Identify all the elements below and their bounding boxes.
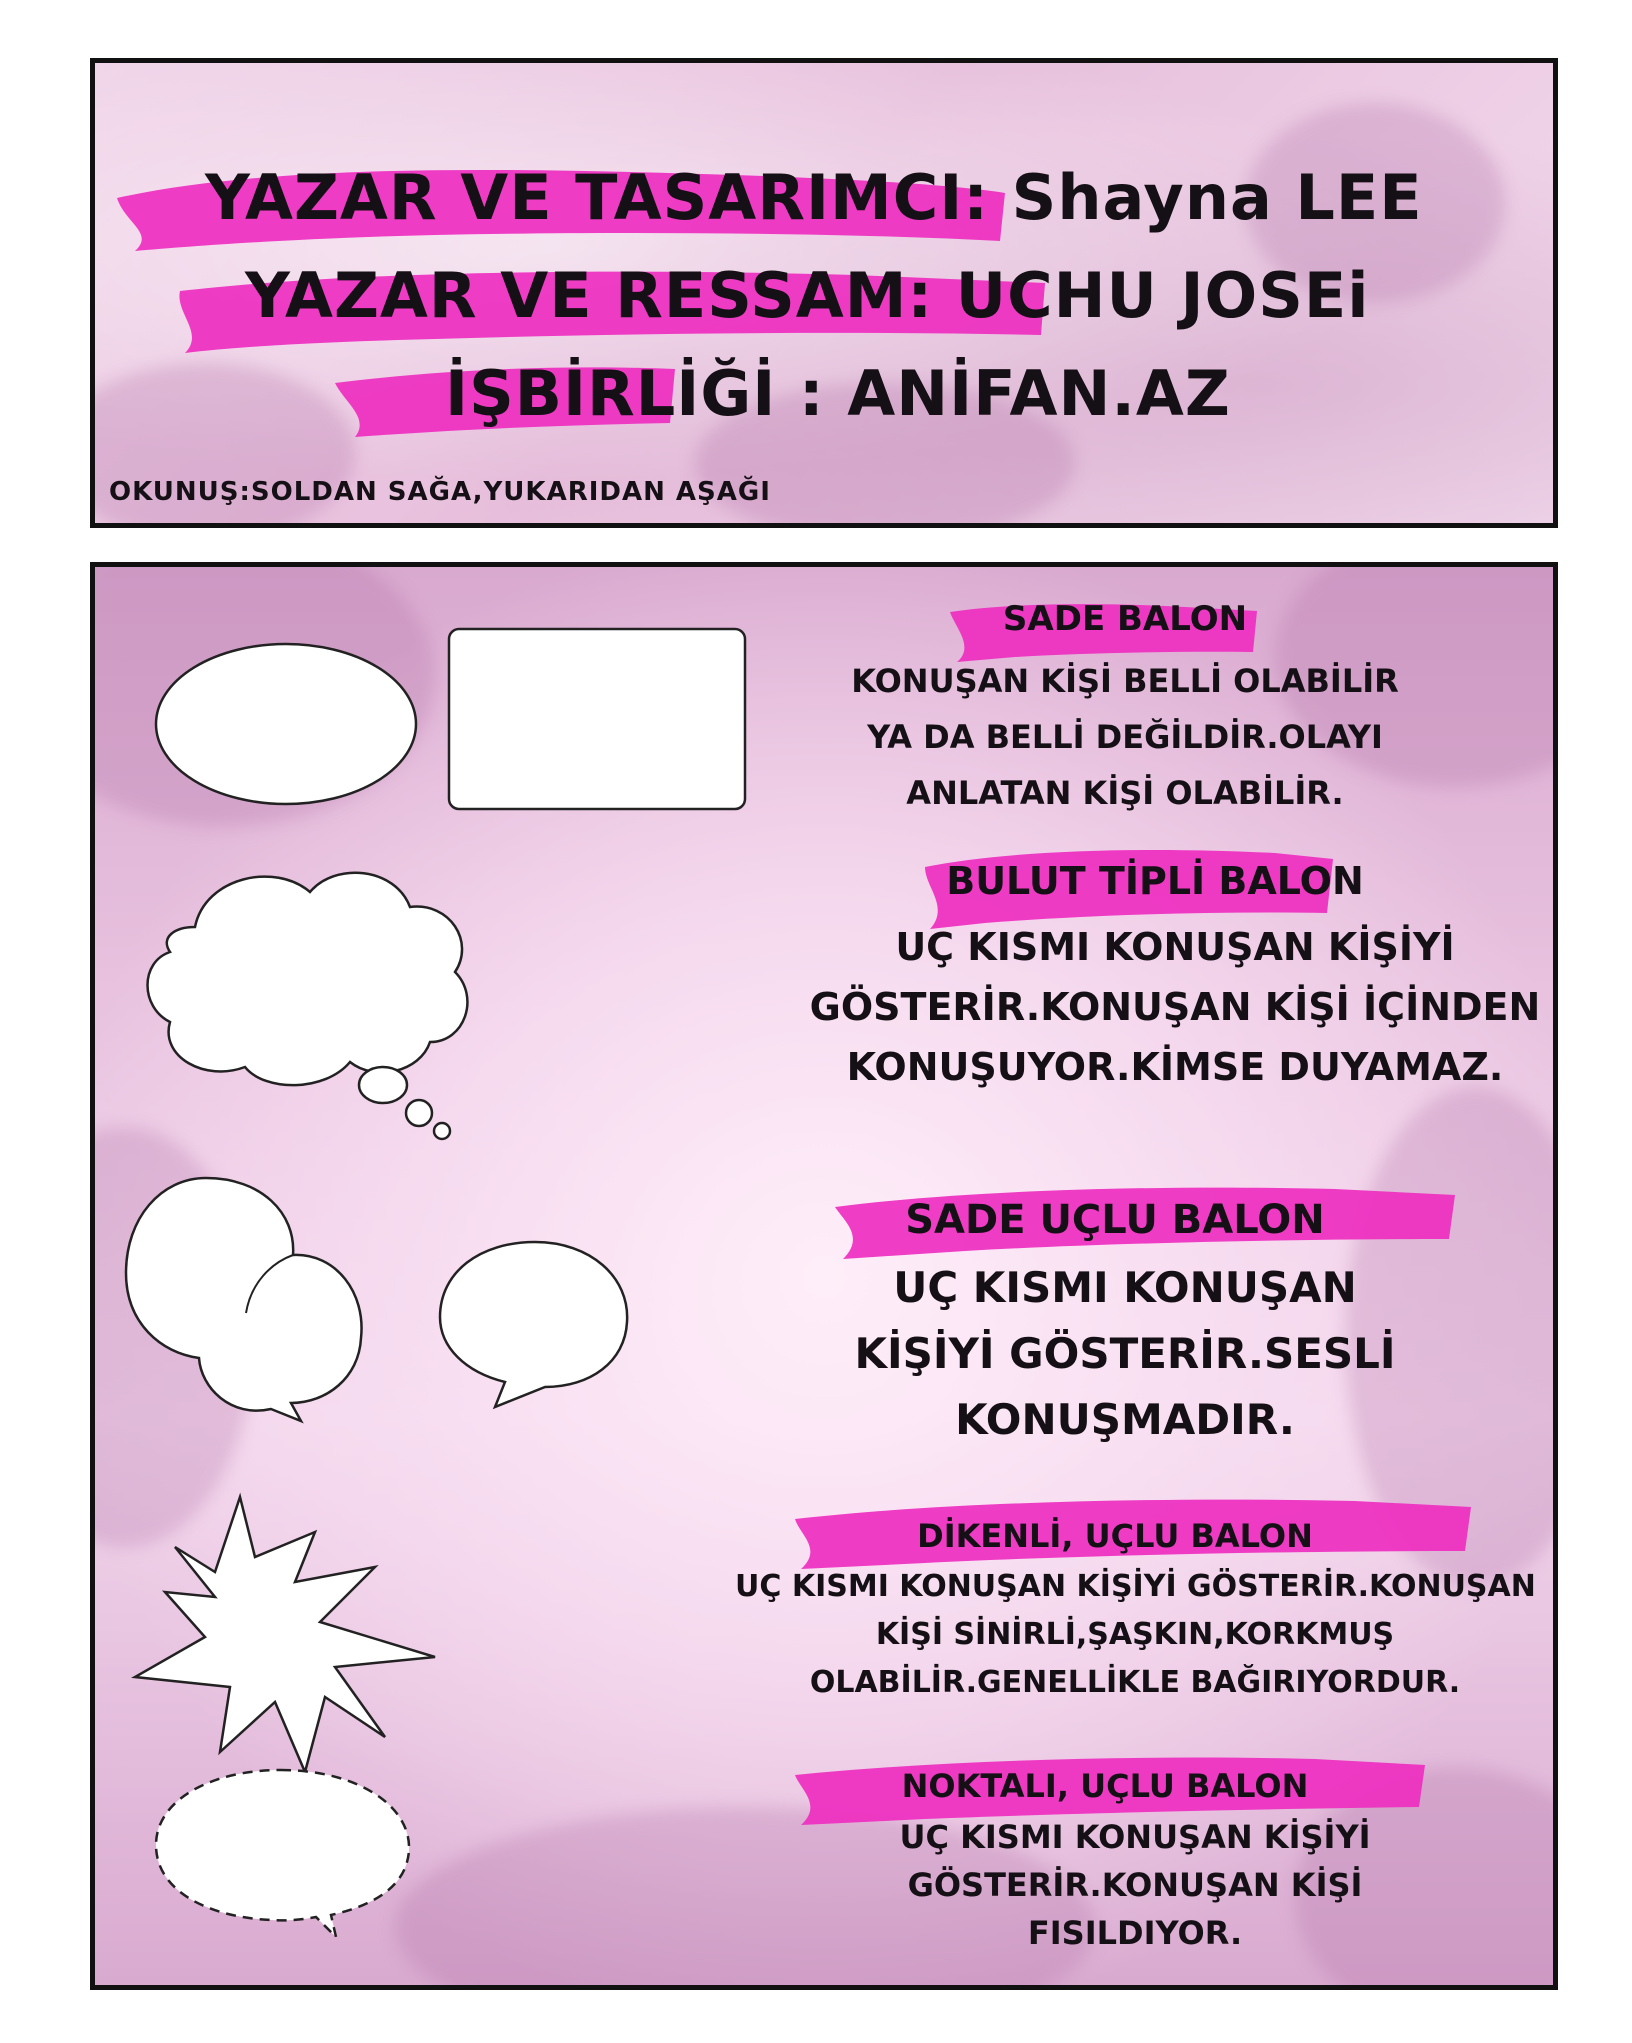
credit-writer-artist: YAZAR VE RESSAM: UCHU JOSEi <box>245 259 1370 332</box>
balloon-type-label: NOKTALI, UÇLU BALON <box>901 1767 1309 1805</box>
balloon-type-label: SADE UÇLU BALON <box>905 1197 1325 1243</box>
balloon-type-label: BULUT TİPLİ BALON <box>946 859 1364 903</box>
description-line: UÇ KISMI KONUŞAN <box>893 1263 1357 1312</box>
balloon-description <box>735 1563 1535 1707</box>
description-line: ANLATAN KİŞİ OLABİLİR. <box>906 774 1344 812</box>
description-line: KONUŞMADIR. <box>955 1395 1295 1444</box>
description-line: GÖSTERİR.KONUŞAN KİŞİ <box>907 1866 1363 1904</box>
balloon-type-label: DİKENLİ, UÇLU BALON <box>917 1517 1313 1555</box>
balloon-description <box>735 1813 1535 1957</box>
description-line: KONUŞAN KİŞİ BELLİ OLABİLİR <box>851 662 1399 700</box>
description-line: UÇ KISMI KONUŞAN KİŞİYİ <box>899 1818 1371 1856</box>
description-line: KONUŞUYOR.KİMSE DUYAMAZ. <box>846 1045 1504 1089</box>
description-line: KİŞİYİ GÖSTERİR.SESLİ <box>854 1329 1396 1378</box>
balloon-description <box>745 653 1505 821</box>
description-line: GÖSTERİR.KONUŞAN KİŞİ İÇİNDEN <box>809 985 1541 1029</box>
credits-panel <box>90 58 1558 528</box>
description-line: UÇ KISMI KONUŞAN KİŞİYİ GÖSTERİR.KONUŞAN <box>735 1569 1536 1604</box>
description-line: KİŞİ SİNİRLİ,ŞAŞKIN,KORKMUŞ <box>875 1617 1395 1652</box>
balloon-description <box>775 917 1558 1097</box>
balloon-description <box>735 1255 1515 1453</box>
balloon-guide-panel <box>90 562 1558 1990</box>
description-line: UÇ KISMI KONUŞAN KİŞİYİ <box>895 925 1455 969</box>
balloon-type-label: SADE BALON <box>1002 599 1248 639</box>
credit-collaboration: İŞBİRLİĞİ : ANİFAN.AZ <box>445 357 1231 430</box>
description-line: YA DA BELLİ DEĞİLDİR.OLAYI <box>867 718 1383 756</box>
credit-writer-designer: YAZAR VE TASARIMCI: Shayna LEE <box>205 161 1423 234</box>
description-line: OLABİLİR.GENELLİKLE BAĞIRIYORDUR. <box>809 1665 1461 1700</box>
description-line: FISILDIYOR. <box>1027 1914 1243 1952</box>
reading-direction-note: OKUNUŞ:SOLDAN SAĞA,YUKARIDAN AŞAĞI <box>109 477 771 507</box>
